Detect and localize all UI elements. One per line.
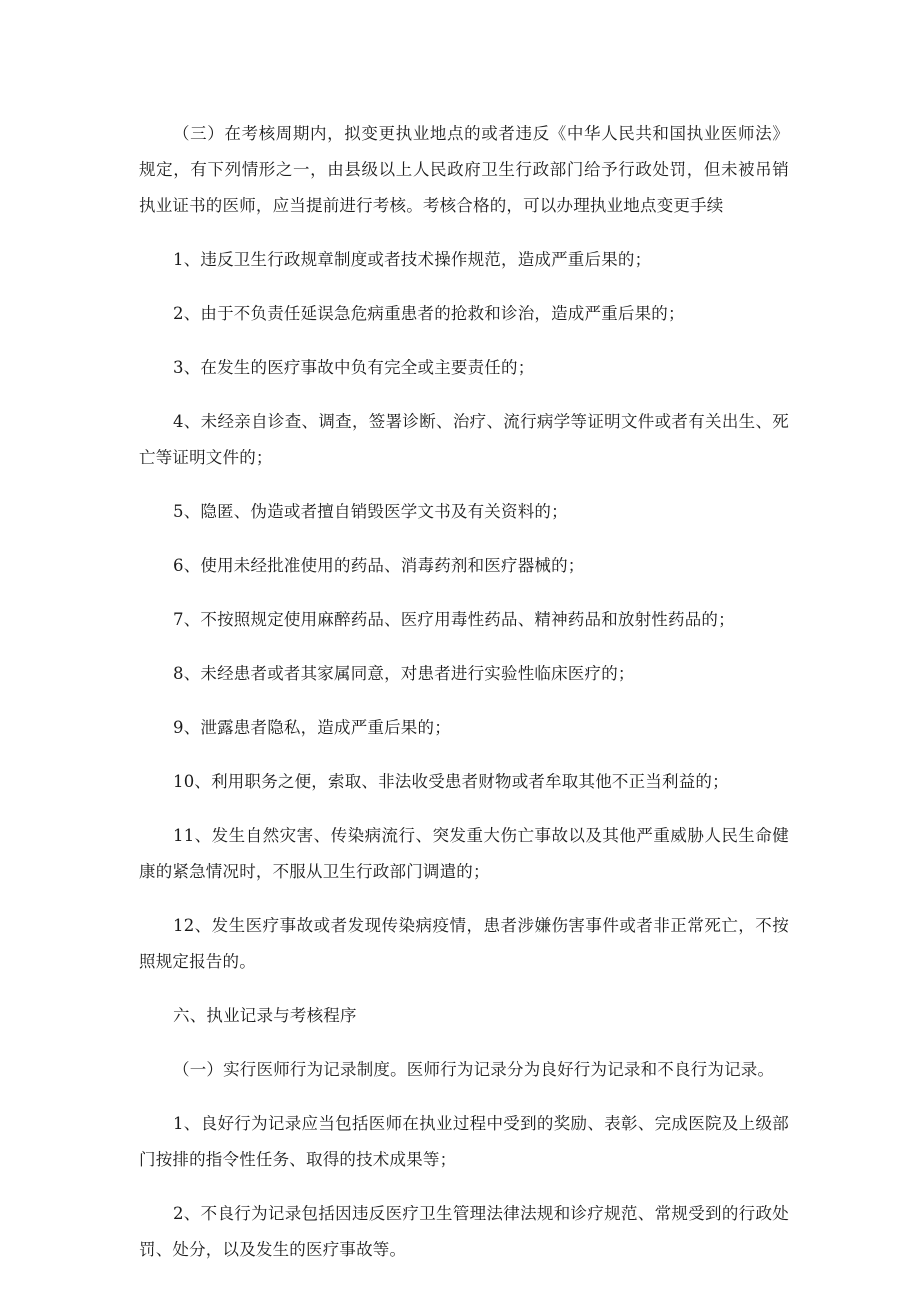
- list-item-4: 4、未经亲自诊查、调查，签署诊断、治疗、流行病学等证明文件或者有关出生、死亡等证明文件的；: [139, 412, 789, 467]
- record-item-2: 2、不良行为记录包括因违反医疗卫生管理法律法规和诊疗规范、常规受到的行政处罚、处分，以及发生的医疗事故等。: [139, 1204, 789, 1259]
- paragraph-section-3-intro: （三）在考核周期内，拟变更执业地点的或者违反《中华人民共和国执业医师法》规定，有下列情形之一，由县级以上人民政府卫生行政部门给予行政处罚，但未被吊销执业证书的医师，应当提前进行考核。考核合格的，可以办理执业地点变更手续: [139, 124, 789, 215]
- record-item-1: 1、良好行为记录应当包括医师在执业过程中受到的奖励、表彰、完成医院及上级部门按排的指令性任务、取得的技术成果等；: [139, 1114, 789, 1169]
- list-item-12: 12、发生医疗事故或者发现传染病疫情，患者涉嫌伤害事件或者非正常死亡，不按照规定报告的。: [139, 916, 789, 971]
- list-item-5: 5、隐匿、伪造或者擅自销毁医学文书及有关资料的；: [173, 502, 568, 521]
- list-item-6: 6、使用未经批准使用的药品、消毒药剂和医疗器械的；: [173, 556, 585, 575]
- list-item-3: 3、在发生的医疗事故中负有完全或主要责任的；: [173, 358, 535, 377]
- list-item-9: 9、泄露患者隐私，造成严重后果的；: [173, 718, 451, 737]
- paragraph-section-6-1: （一）实行医师行为记录制度。医师行为记录分为良好行为记录和不良行为记录。: [173, 1060, 775, 1079]
- list-item-8: 8、未经患者或者其家属同意，对患者进行实验性临床医疗的；: [173, 664, 635, 683]
- list-item-11: 11、发生自然灾害、传染病流行、突发重大伤亡事故以及其他严重威胁人民生命健康的紧急情况时，不服从卫生行政部门调遣的；: [139, 826, 789, 881]
- list-item-1: 1、违反卫生行政规章制度或者技术操作规范，造成严重后果的；: [173, 250, 652, 269]
- list-item-10: 10、利用职务之便，索取、非法收受患者财物或者牟取其他不正当利益的；: [173, 772, 729, 791]
- document-body: [139, 116, 789, 1268]
- section-heading-6: 六、执业记录与考核程序: [173, 1006, 357, 1025]
- list-item-2: 2、由于不负责任延误急危病重患者的抢救和诊治，造成严重后果的；: [173, 304, 685, 323]
- list-item-7: 7、不按照规定使用麻醉药品、医疗用毒性药品、精神药品和放射性药品的；: [173, 610, 735, 629]
